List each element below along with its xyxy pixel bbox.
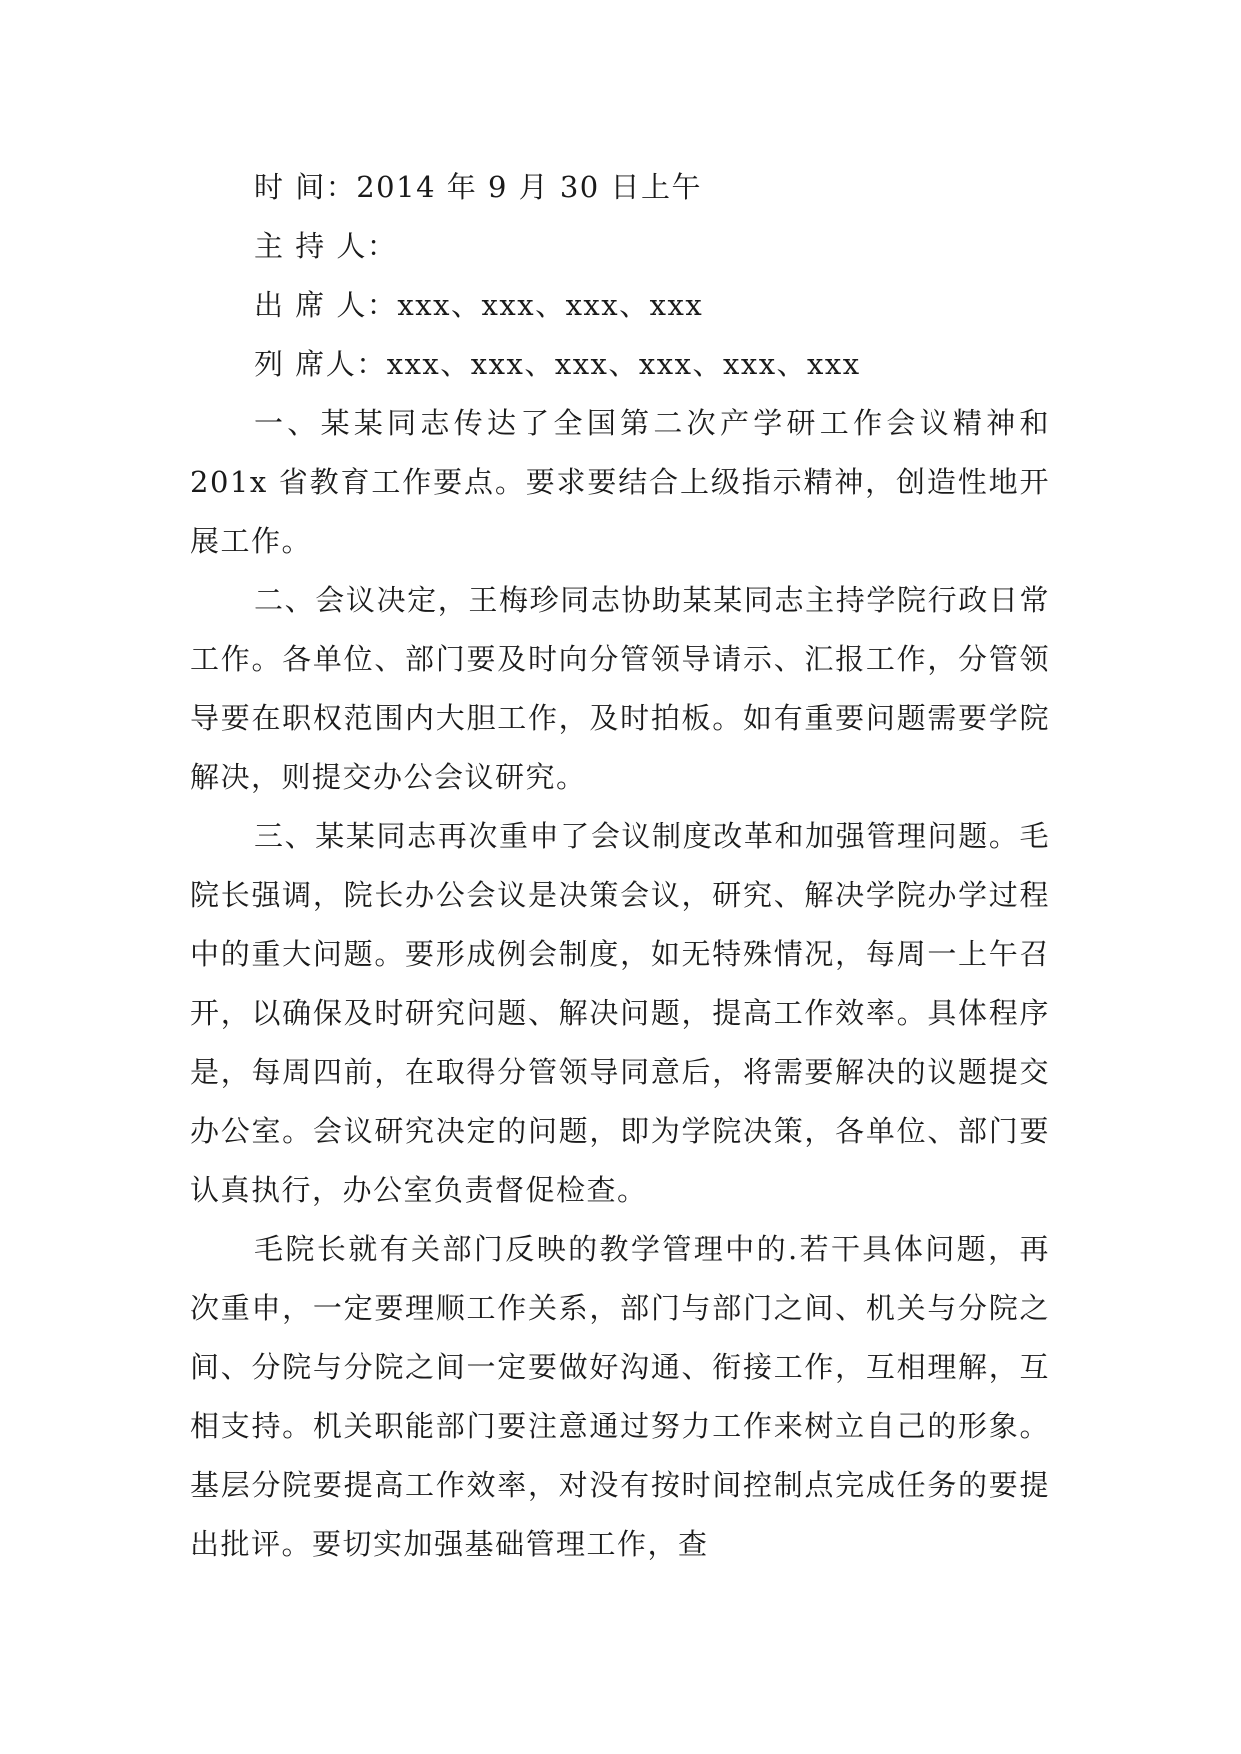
paragraph-4: 毛院长就有关部门反映的教学管理中的.若干具体问题，再次重申，一定要理顺工作关系，部门与部门之间、机关与分院之间、分院与分院之间一定要做好沟通、衔接工作，互相理解，互相支持。机关职能部门要注意通过努力工作来树立自己的形象。基层分院要提高工作效率，对没有按时间控制点完成任务的要提出批评。要切实加强基础管理工作，查 bbox=[190, 1232, 1050, 1561]
paragraph-2: 二、会议决定，王梅珍同志协助某某同志主持学院行政日常工作。各单位、部门要及时向分管领导请示、汇报工作，分管领导要在职权范围内大胆工作，及时拍板。如有重要问题需要学院解决，则提交办公会议研究。 bbox=[190, 583, 1050, 794]
paragraph-3: 三、某某同志再次重申了会议制度改革和加强管理问题。毛院长强调，院长办公会议是决策会议，研究、解决学院办学过程中的重大问题。要形成例会制度，如无特殊情况，每周一上午召开，以确保及时研究问题、解决问题，提高工作效率。具体程序是，每周四前，在取得分管领导同意后，将需要解决的议题提交办公室。会议研究决定的问题，即为学院决策，各单位、部门要认真执行，办公室负责督促检查。 bbox=[190, 819, 1050, 1207]
meeting-time: 时 间：2014 年 9 月 30 日上午 bbox=[254, 170, 702, 204]
paragraph-1: 一、某某同志传达了全国第二次产学研工作会议精神和 201x 省教育工作要点。要求要结合上级指示精神，创造性地开展工作。 bbox=[190, 406, 1050, 558]
meeting-host: 主 持 人： bbox=[254, 229, 398, 263]
meeting-observers: 列 席人：xxx、xxx、xxx、xxx、xxx、xxx bbox=[254, 347, 861, 381]
meeting-attendees: 出 席 人：xxx、xxx、xxx、xxx bbox=[254, 288, 704, 322]
document-body bbox=[190, 158, 1050, 1574]
